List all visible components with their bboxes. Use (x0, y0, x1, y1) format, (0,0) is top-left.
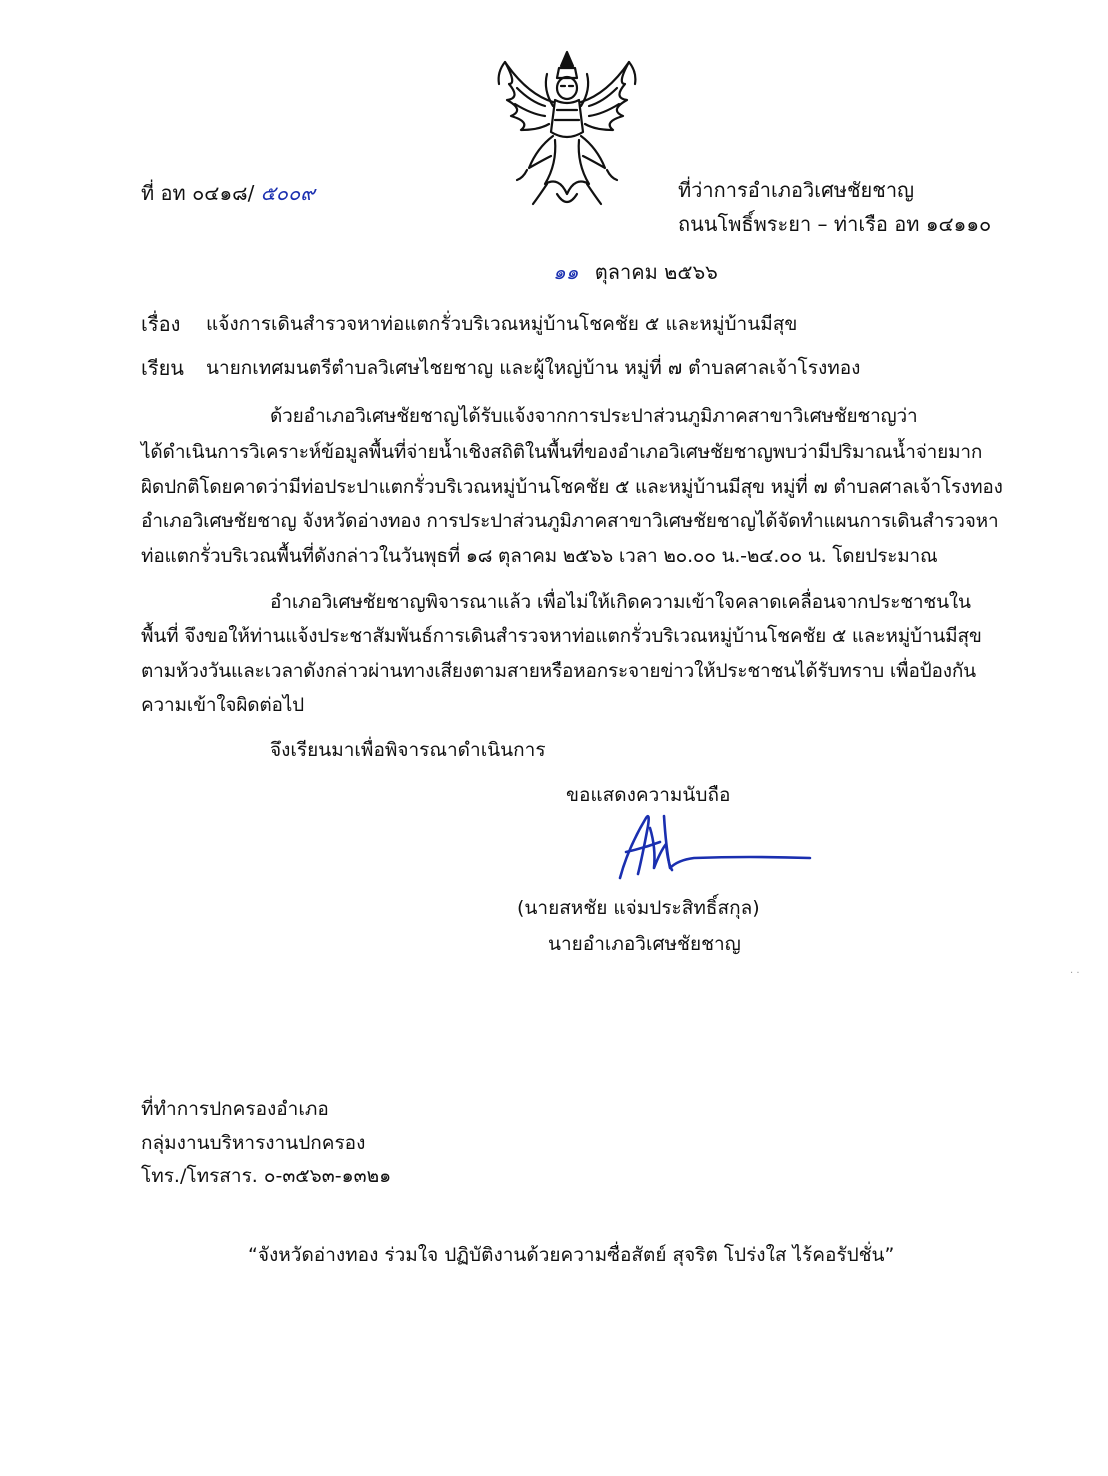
recipient-text: นายกเทศมนตรีตำบลวิเศษไชยชาญ และผู้ใหญ่บ้าน หมู่ที่ ๗ ตำบลศาลเจ้าโรงทอง (206, 357, 861, 379)
paragraph1-line: อำเภอวิเศษชัยชาญ จังหวัดอ่างทอง การประปาส่วนภูมิภาคสาขาวิเศษชัยชาญได้จัดทำแผนการเดินสำรวจหา (141, 510, 999, 532)
document-number (141, 180, 315, 206)
document-number-handwritten: ๕๐๐๙ (260, 181, 315, 205)
paragraph2-line: ความเข้าใจผิดต่อไป (141, 694, 304, 716)
footer-department: ที่ทำการปกครองอำเภอ (141, 1098, 329, 1120)
document-number-prefix: ที่ อท ๐๔๑๘/ (141, 181, 255, 205)
paragraph1-line: ด้วยอำเภอวิเศษชัยชาญได้รับแจ้งจากการประปาส่วนภูมิภาคสาขาวิเศษชัยชาญว่า (270, 405, 918, 427)
salutation: ขอแสดงความนับถือ (566, 784, 731, 806)
garuda-emblem-icon (487, 44, 647, 214)
closing-request: จึงเรียนมาเพื่อพิจารณาดำเนินการ (270, 739, 546, 761)
signatory-position: นายอำเภอวิเศษชัยชาญ (548, 933, 741, 955)
paragraph2-line: อำเภอวิเศษชัยชาญพิจารณาแล้ว เพื่อไม่ให้เกิดความเข้าใจคลาดเคลื่อนจากประชาชนใน (270, 591, 971, 613)
footer-phone: โทร./โทรสาร. ๐-๓๕๖๓-๑๓๒๑ (141, 1165, 392, 1187)
office-name: ที่ว่าการอำเภอวิเศษชัยชาญ (678, 178, 915, 202)
date-month-year: ตุลาคม ๒๕๖๖ (594, 260, 718, 284)
subject-label: เรื่อง (141, 312, 181, 336)
date-day-handwritten: ๑๑ (553, 260, 579, 284)
paragraph2-line: พื้นที่ จึงขอให้ท่านแจ้งประชาสัมพันธ์การเดินสำรวจหาท่อแตกรั่วบริเวณหมู่บ้านโชคชัย ๕ และหมู่บ้านมีสุข (141, 625, 982, 647)
paragraph1-line: ผิดปกติโดยคาดว่ามีท่อประปาแตกรั่วบริเวณหมู่บ้านโชคชัย ๕ และหมู่บ้านมีสุข หมู่ที่ ๗ ตำบลศาลเจ้าโรงทอง (141, 476, 1003, 498)
handwritten-signature-icon (598, 808, 818, 888)
letter-date (553, 259, 718, 285)
office-address: ถนนโพธิ์พระยา – ท่าเรือ อท ๑๔๑๑๐ (678, 212, 992, 236)
footer-slogan: “จังหวัดอ่างทอง ร่วมใจ ปฏิบัติงานด้วยความซื่อสัตย์ สุจริต โปร่งใส ไร้คอรัปชั่น” (248, 1244, 895, 1266)
subject-text: แจ้งการเดินสำรวจหาท่อแตกรั่วบริเวณหมู่บ้านโชคชัย ๕ และหมู่บ้านมีสุข (206, 313, 798, 335)
paragraph2-line: ตามห้วงวันและเวลาดังกล่าวผ่านทางเสียงตามสายหรือหอกระจายข่าวให้ประชาชนได้รับทราบ เพื่อป้องกัน (141, 660, 976, 682)
scan-speck: · · (1070, 968, 1080, 979)
paragraph1-line: ท่อแตกรั่วบริเวณพื้นที่ดังกล่าวในวันพุธที่ ๑๘ ตุลาคม ๒๕๖๖ เวลา ๒๐.๐๐ น.-๒๔.๐๐ น. โดยประมาณ (141, 545, 938, 567)
paragraph1-line: ได้ดำเนินการวิเคราะห์ข้อมูลพื้นที่จ่ายน้ำเชิงสถิติในพื้นที่ของอำเภอวิเศษชัยชาญพบว่ามีปริมาณน้ำจ่ายมาก (141, 441, 983, 463)
footer-section: กลุ่มงานบริหารงานปกครอง (141, 1132, 366, 1154)
signatory-name: (นายสหชัย แจ่มประสิทธิ์สกุล) (517, 897, 760, 919)
recipient-label: เรียน (141, 356, 184, 380)
